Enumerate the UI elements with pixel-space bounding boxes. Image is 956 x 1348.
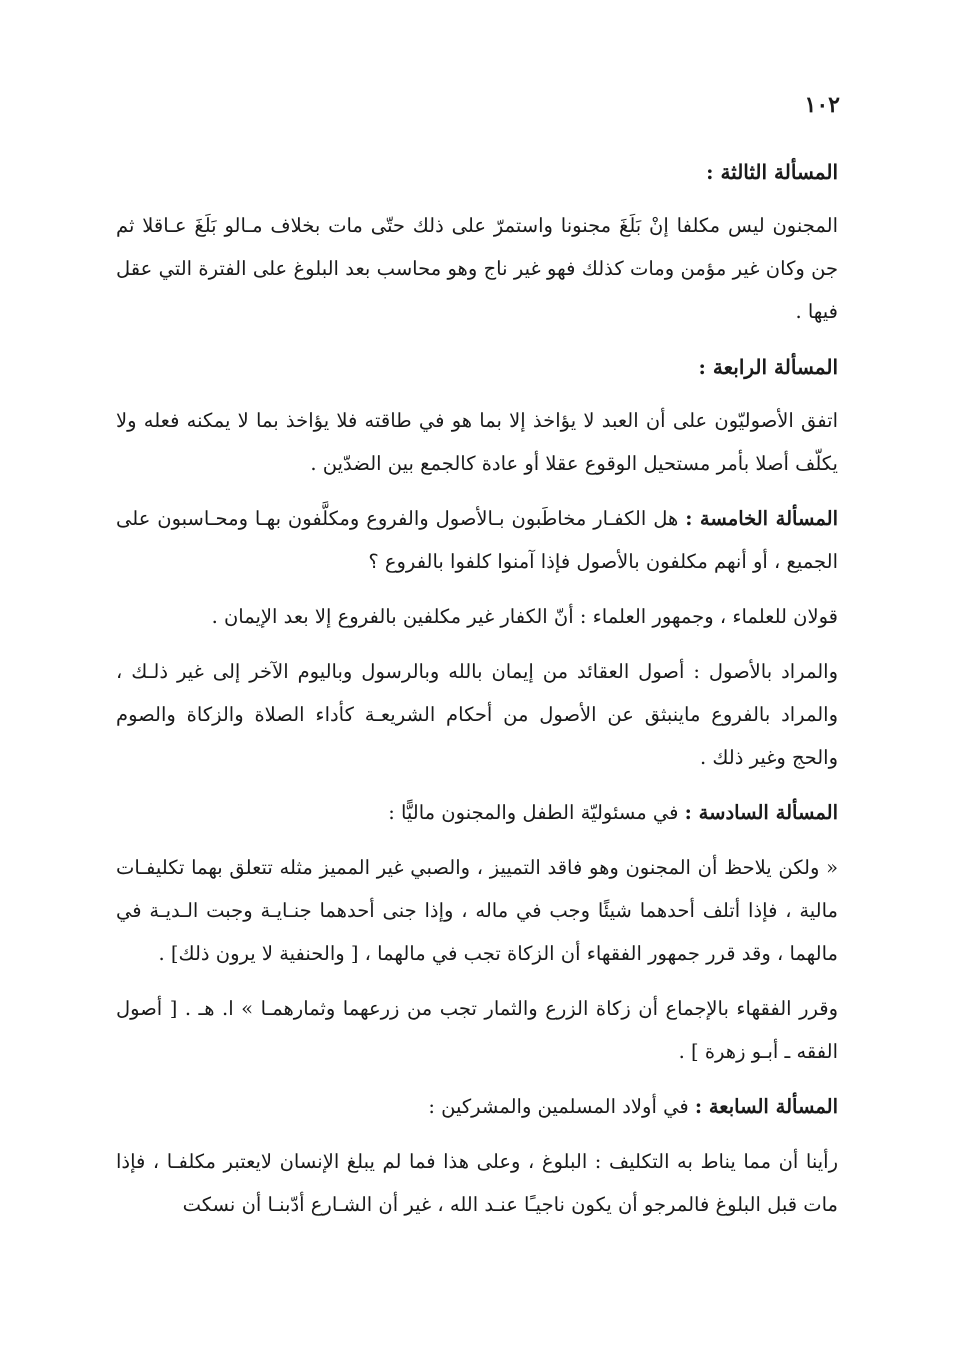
page-body	[116, 150, 838, 1238]
page-number: ١٠٢	[804, 92, 840, 118]
section-heading-fifth-issue: المسألة الخامسة :	[685, 507, 838, 530]
section-subtitle: في أولاد المسلمين والمشركين :	[428, 1095, 689, 1118]
paragraph: والمراد بالأصول : أصول العقائد من إيمان بالله وبالرسول وباليوم الآخر إلى غير ذلـك ، والمراد بالفروع ماينبثق عن الأصول من أحكام الشريعـة كأداء الصلاة والزكاة والصوم والحج وغير ذلك .	[116, 660, 838, 769]
paragraph: قولان للعلماء ، وجمهور العلماء : أنّ الكفار غير مكلفين بالفروع إلا بعد الإيمان .	[211, 605, 838, 628]
section-heading-third-issue: المسألة الثالثة :	[706, 160, 838, 184]
section-heading-sixth-issue: المسألة السادسة :	[684, 801, 838, 824]
section-subtitle: في مسئوليّة الطفل والمجنون ماليًّا :	[388, 801, 679, 824]
section-heading-line-sixth-issue	[116, 791, 838, 834]
section-heading-line-seventh-issue	[116, 1085, 838, 1128]
paragraph: المجنون ليس مكلفا إنْ بَلَغَ مجنونا واستمرّ على ذلك حتّى مات بخلاف مـالو بَلَغَ عـاقلا ثم جن وكان غير مؤمن ومات كذلك فهو غير ناج وهو محاسب بعد البلوغ على الفترة التي عقل فيها .	[116, 214, 838, 323]
paragraph: رأينا أن مما يناط به التكليف : البلوغ ، وعلى هذا فما لم يبلغ الإنسان لايعتبر مكلفـا ، فإذا مات قبل البلوغ فالمرجو أن يكون ناجيـًا عنـد الله ، غير أن الشـارع أدّبنـا أن نسكت	[116, 1150, 838, 1216]
paragraph-quote: « ولكن يلاحظ أن المجنون وهو فاقد التمييز ، والصبي غير المميز مثله تتعلق بهما تكليفـات مالية ، فإذا أتلف أحدهما شيئًا وجب في ماله ، وإذا جنى أحدهما جنـايـة وجبت الـديـة في مالهما ، وقد قرر جمهور الفقهاء أن الزكاة تجب في مالهما ، [ والحنفية لا يرون ذلك] .	[116, 856, 838, 965]
paragraph: اتفق الأصوليّون على أن العبد لا يؤاخذ إلا بما هو في طاقته فلا يؤاخذ بما لا يمكنه فعله ولا يكلّف أصلا بأمر مستحيل الوقوع عقلا أو عادة كالجمع بين الضدّين .	[116, 409, 838, 475]
section-heading-seventh-issue: المسألة السابعة :	[694, 1095, 838, 1118]
paragraph-text: هل الكفـار مخاطَبون بـالأصول والفروع ومكلَّفون بهـا ومحـاسبون على الجميع ، أو أنهم مكلفون بالأصول فإذا آمنوا كلفوا بالفروع ؟	[116, 507, 838, 573]
paragraph-with-lead	[116, 497, 838, 583]
section-heading-fourth-issue: المسألة الرابعة :	[698, 355, 838, 379]
paragraph-quote: وقرر الفقهاء بالإجماع أن زكاة الزرع والثمار تجب من زرعهما وثمارهمـا » ا. هـ . [ أصول الفقه ـ أبـو زهرة ] .	[116, 997, 838, 1063]
